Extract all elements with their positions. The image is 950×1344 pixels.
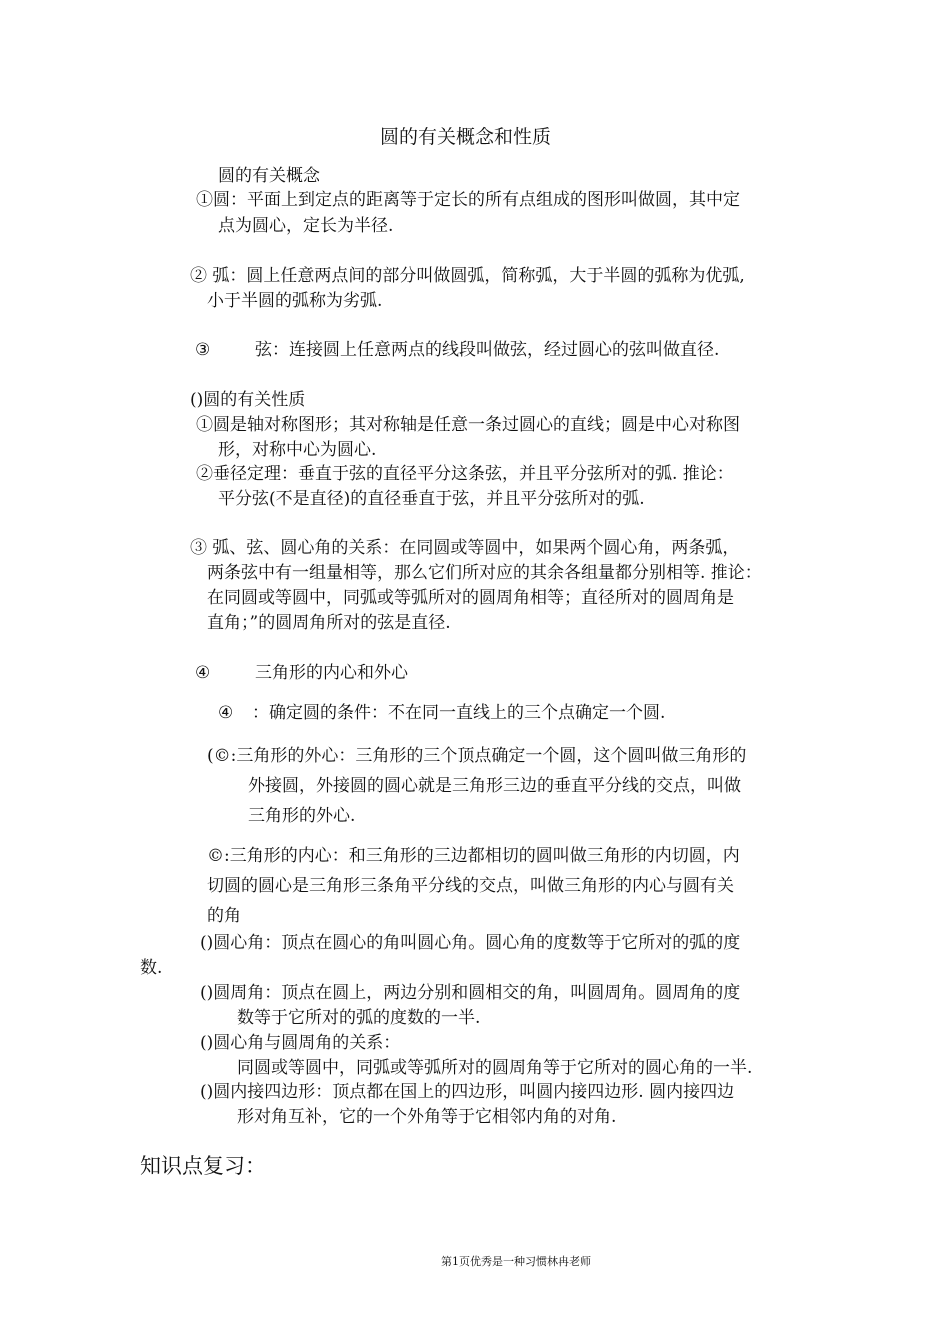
central-angle-line1: ()圆心角：顶点在圆心的角叫圆心角。圆心角的度数等于它所对的弧的度 [200,933,741,953]
page-footer: 第1页优秀是一种习惯林冉老师 [441,1255,591,1268]
cyclic-quad-line1: ()圆内接四边形：顶点都在国上的四边形，叫圆内接四边形. 圆内接四边 [200,1082,735,1102]
central-angle-line2: 数. [140,958,163,978]
property-arc-chord-line4: 直角；”的圆周角所对的弦是直径. [207,613,451,633]
property-arc-chord-line1: ③ 弧、弦、圆心角的关系：在同圆或等圆中，如果两个圆心角，两条弧， [190,538,740,558]
cyclic-quad-line2: 形对角互补，它的一个外角等于它相邻内角的对角. [237,1107,617,1127]
property-symmetry-line2: 形，对称中心为圆心. [218,440,377,460]
concept-arc-line1: ② 弧：圆上任意两点间的部分叫做圆弧，简称弧，大于半圆的弧称为优弧, [190,266,745,286]
property-arc-chord-line2: 两条弦中有一组量相等，那么它们所对应的其余各组量都分别相等. 推论： [207,563,762,583]
angle-relation-line2: 同圆或等圆中，同弧或等弧所对的圆周角等于它所对的圆心角的一半. [237,1058,753,1078]
triangle-centers-number: ④ [195,663,211,683]
property-perpendicular-line2: 平分弦(不是直径)的直径垂直于弦，并且平分弦所对的弧. [218,489,645,509]
circumcenter-line2: 外接圆，外接圆的圆心就是三角形三边的垂直平分线的交点，叫做 [248,776,741,796]
concept-chord-number: ③ [195,340,211,360]
circle-condition-number: ④ [218,703,234,723]
circumcenter-line3: 三角形的外心. [248,806,356,826]
incenter-line2: 切圆的圆心是三角形三条角平分线的交点，叫做三角形的内心与圆有关 [207,876,734,896]
incenter-line3: 的角 [207,906,241,926]
section-heading-properties: ()圆的有关性质 [190,390,306,410]
concept-chord-text: 弦：连接圆上任意两点的线段叫做弦，经过圆心的弦叫做直径. [255,340,720,360]
angle-relation-line1: ()圆心角与圆周角的关系： [200,1033,401,1053]
circle-condition-text: ：确定圆的条件：不在同一直线上的三个点确定一个圆. [252,703,666,723]
concept-circle-line1: ①圆：平面上到定点的距离等于定长的所有点组成的图形叫做圆，其中定 [196,190,740,210]
section-heading-concepts: 圆的有关概念 [218,166,320,186]
property-perpendicular-line1: ②垂径定理：垂直于弦的直径平分这条弦，并且平分弦所对的弧. 推论： [196,464,734,484]
inscribed-angle-line1: ()圆周角：顶点在圆上，两边分别和圆相交的角，叫圆周角。圆周角的度 [200,983,741,1003]
concept-arc-line2: 小于半圆的弧称为劣弧. [207,291,383,311]
inscribed-angle-line2: 数等于它所对的弧的度数的一半. [237,1008,481,1028]
concept-circle-line2: 点为圆心，定长为半径. [218,216,394,236]
review-heading: 知识点复习： [140,1154,266,1178]
page-title: 圆的有关概念和性质 [380,126,552,148]
circumcenter-line1: (©:三角形的外心：三角形的三个顶点确定一个圆，这个圆叫做三角形的 [207,746,747,766]
property-symmetry-line1: ①圆是轴对称图形；其对称轴是任意一条过圆心的直线；圆是中心对称图 [196,415,740,435]
property-arc-chord-line3: 在同圆或等圆中，同弧或等弧所对的圆周角相等；直径所对的圆周角是 [207,588,734,608]
incenter-line1: ©:三角形的内心：和三角形的三边都相切的圆叫做三角形的内切圆，内 [207,846,740,866]
triangle-centers-text: 三角形的内心和外心 [255,663,408,683]
